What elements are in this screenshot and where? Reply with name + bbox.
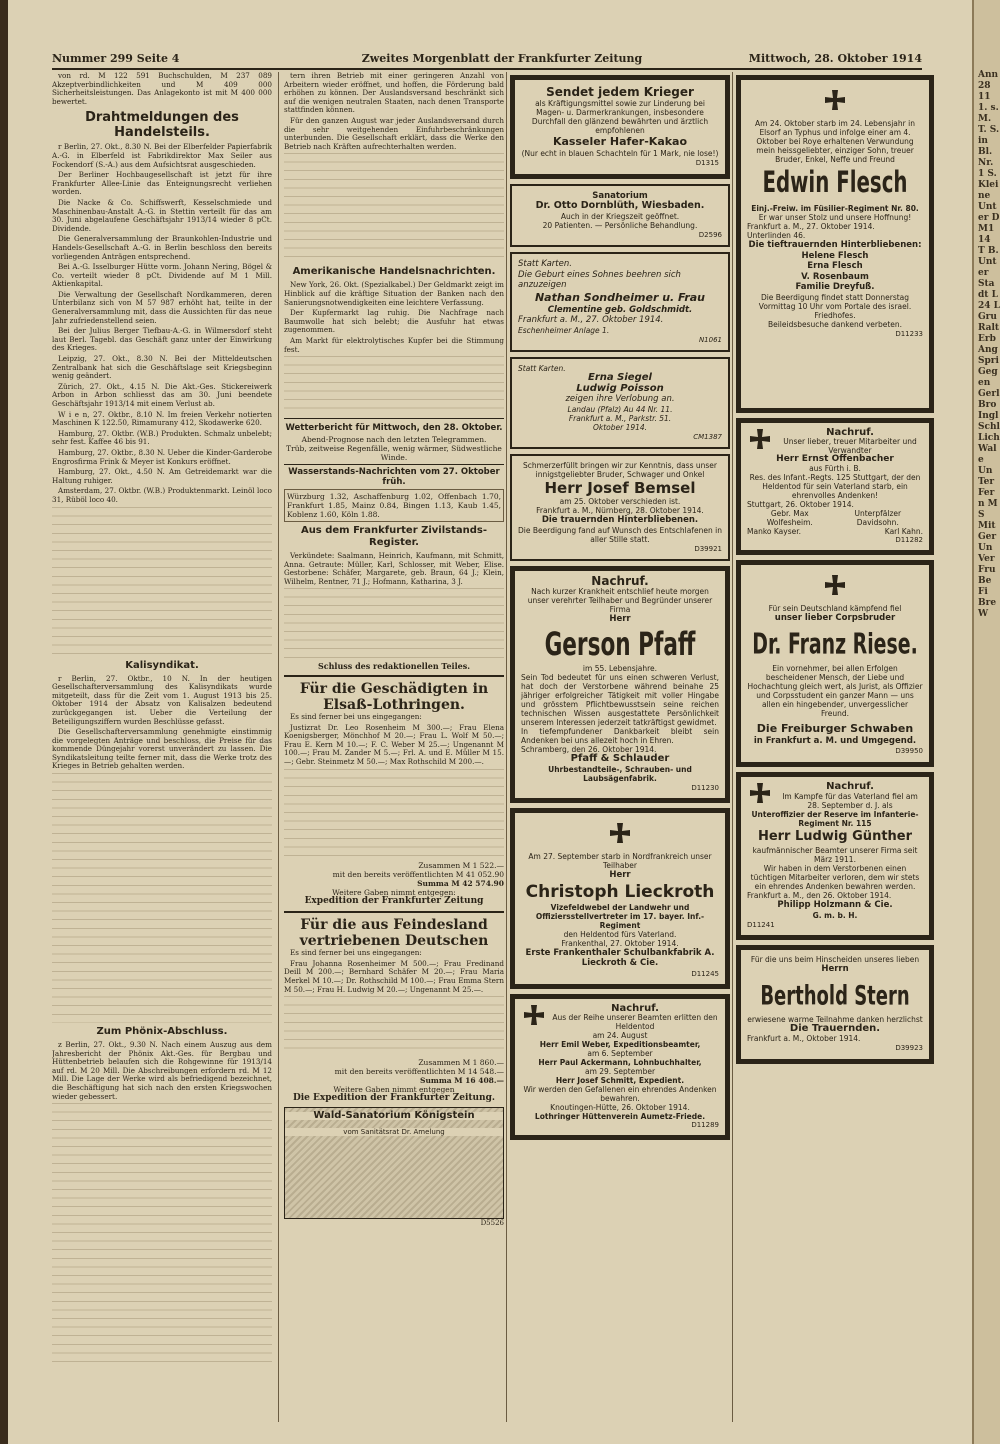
- text-filler: [52, 773, 272, 1023]
- heading-zivilstand: Aus dem Frankfurter Zivilstands-Register.: [300, 525, 488, 549]
- ad-sanatorium-dornblueth: [510, 184, 730, 248]
- ad-mourner: Helene Flesch: [801, 250, 869, 261]
- article-paragraph: Die Gesellschafterversammlung genehmigte einstimmig die vorgelegten Anträge und beschloss, die Preise für das kommende Düngejahr vorerst unverändert zu lassen. Die Syndikatsleitung teilte ferner mit, dass die Werke trotz des Krieges in Betrieb gehalten werden.: [52, 727, 272, 771]
- ad-firm: Philipp Holzmann & Cie.: [777, 900, 893, 910]
- ad-intro: Aus der Reihe unserer Beamten erlitten den Heldentod: [552, 1013, 718, 1031]
- masthead: Zweites Morgenblatt der Frankfurter Zeitung: [361, 52, 643, 65]
- ad-riese: [736, 560, 934, 767]
- donation-intro: Es sind ferner bei uns eingegangen:: [290, 712, 422, 722]
- donation-subtotal: Zusammen M 1 860.—: [418, 1058, 504, 1068]
- ad-code: D11282: [895, 536, 923, 544]
- ad-name: Herr Emil Weber, Expeditionsbeamter,: [539, 1040, 701, 1049]
- ad-place: Frankfurt a. M., den 26. Oktober 1914.: [747, 891, 892, 900]
- text-filler: [284, 996, 504, 1056]
- text-filler: [284, 769, 504, 859]
- ad-code: D39921: [694, 544, 722, 553]
- ad-birth-announcement: [510, 252, 730, 352]
- donation-list: Justizrat Dr. Leo Rosenheim M 300.—; Frau Elena Koenigsberger, Mönchhof M 20.—; Frau L. Wolf M 50.—; Frau E. Kern M 10.—; F. C. Weber M 25.—; Ungenannt M 100.—; Frau M. Zander M 5.—; Frl. A. und E. Müller M 15.—; Gebr. Steinmetz M 50.—; Max Rothschild M 200.—.: [284, 722, 504, 767]
- column-rule: [506, 72, 507, 1422]
- ad-addr: Eschenheimer Anlage 1.: [518, 325, 610, 335]
- ad-intro: Für sein Deutschland kämpfend fiel: [768, 604, 902, 613]
- article-paragraph: W i e n, 27. Oktbr., 8.10 N. Im freien Verkehr notierten Maschinen K 122.50, Rimamurany 412, Skodawerke 620.: [52, 409, 272, 428]
- ad-text: erwiesene warme Teilnahme danken herzlichst: [747, 1014, 923, 1024]
- ad-name: Herr Paul Ackermann, Lohnbuchhalter,: [538, 1058, 702, 1067]
- ad-line: Die Geburt eines Sohnes beehren sich: [518, 269, 681, 280]
- ad-line: zeigen ihre Verlobung an.: [565, 394, 675, 404]
- article-paragraph: Zürich, 27. Okt., 4.15 N. Die Akt.-Ges. Stickereiwerk Arbon in Arbon schliesst das am 30. Juni beendete Geschäftsjahr 1913/14 mit einem Verlust ab.: [52, 381, 272, 408]
- article-paragraph: Für den ganzen August war jeder Auslandsversand durch die sehr weitgehenden Einfuhrbeschränkungen unterbunden. Die Gesellschaft erklärt, dass die Werke den Betrieb nach Kräften aufrechterhalten werden.: [284, 115, 504, 151]
- article-paragraph: Der Berliner Hochbaugesellschaft ist jetzt für ihre Frankfurter Allee-Linie das Enteignungsrecht verliehen worden.: [52, 170, 272, 197]
- ad-place: Frankenthal, 27. Oktober 1914.: [561, 938, 679, 948]
- article-paragraph: tern ihren Betrieb mit einer geringeren Anzahl von Arbeitern wieder eröffnet, und hoffen, die Förderung bald erhöhen zu können. Der Auslandsversand beschränkt sich auf die wenigen neutralen Staaten, nach denen Transporte stattfinden können.: [284, 72, 504, 115]
- issue-date: Mittwoch, 28. Oktober 1914: [748, 52, 922, 65]
- ad-code: D11241: [747, 920, 775, 929]
- donation-previous: mit den bereits veröffentlichten M 41 052.90: [332, 869, 504, 879]
- article-paragraph: r Berlin, 27. Okt., 8.30 N. Bei der Elberfelder Papierfabrik A.-G. in Elberfeld ist Fabrikdirektor Max Seiler aus Fockendorf (S.-A.) aus dem Aufsichtsrat ausgeschieden.: [52, 142, 272, 169]
- text-filler: [284, 356, 504, 416]
- article-paragraph: Hamburg, 27. Oktbr. (W.B.) Produkten. Schmalz unbelebt; sehr fest. Kaffee 46 bis 91.: [52, 428, 272, 447]
- column-1: [52, 72, 272, 1422]
- ad-intro: Schmerzerfüllt bringen wir zur Kenntnis, dass unser innigstgeliebter Bruder, Schwager und Onkel: [523, 461, 717, 479]
- ad-code: D39923: [895, 1044, 923, 1052]
- ad-code: D1315: [695, 159, 719, 167]
- ad-huettenverein: [510, 994, 730, 1140]
- heading-phoenix: Zum Phönix-Abschluss.: [96, 1026, 228, 1038]
- heading-wetter: Wetterbericht für Mittwoch, den 28. Oktober.: [285, 423, 503, 434]
- ad-sub: unser lieber Corpsbruder: [774, 613, 896, 623]
- ad-product: Kasseler Hafer-Kakao: [552, 135, 688, 148]
- ad-mourner: Familie Dreyfuß.: [795, 282, 875, 292]
- ad-name: Edwin Flesch: [762, 166, 908, 201]
- ad-mourners-head: Die tieftrauernden Hinterbliebenen:: [748, 240, 922, 250]
- article-paragraph: Die Generalversammlung der Braunkohlen-Industrie und Handels-Gesellschaft A.-G. in Berlin beschloss den bereits vorliegenden Anträgen entsprechend.: [52, 234, 272, 261]
- ad-text: Sein Tod bedeutet für uns einen schweren Verlust, hat doch der Verstorbene während beinahe 25 jähriger erfolgreicher Tätigkeit mit voller Hingabe und grösstem Pflichtbewusstsein seine reichen technischen Wissen ausgestattete Persönlichkeit unserem Interessen jederzeit tatkräftigst gewidmet.: [521, 673, 719, 727]
- ad-lieckroth: [510, 808, 730, 989]
- ad-date: am 6. September: [587, 1049, 653, 1058]
- ad-name: Erna Siegel: [588, 372, 652, 383]
- ad-honorific: Herr: [609, 613, 631, 624]
- ad-place: Schramberg, den 26. Oktober 1914.: [521, 745, 657, 754]
- ad-rank: Vizefeldwebel der Landwehr und Offiziersstellvertreter im 17. bayer. Inf.-Regiment: [535, 902, 705, 930]
- article-paragraph: r Berlin, 27. Oktbr., 10 N. In der heutigen Gesellschafterversammlung des Kalisyndikats wurde mitgeteilt, dass für die Zeit vom 1. August 1913 bis 25. Oktober 1914 der Absatz von Kalisalzen bedeutend zurückgegangen ist. Ueber die Verteilung der Beteiligungsziffern wurden Beschlüsse gefasst.: [52, 673, 272, 726]
- iron-cross-icon: [747, 782, 773, 808]
- ad-place: Stuttgart, 26. Oktober 1914.: [747, 500, 854, 509]
- ad-firms: [747, 509, 923, 527]
- ad-honorific: Herr: [544, 479, 583, 497]
- ad-intro: Unser lieber, treuer Mitarbeiter und Verwandter: [783, 437, 917, 455]
- ad-code: D2596: [698, 230, 722, 239]
- ad-group: Die Freiburger Schwaben: [756, 721, 914, 735]
- ad-date: am 24. August: [592, 1031, 648, 1040]
- weather-text: Trüb, zeitweise Regenfälle, wenig wärmer, Südwestliche Winde.: [286, 444, 502, 463]
- ad-honorific: Herr: [609, 870, 631, 880]
- ad-intro: Im Kampfe für das Vaterland fiel am 28. September d. J. als: [782, 792, 918, 810]
- article-paragraph: New York, 26. Okt. (Spezialkabel.) Der Geldmarkt zeigt im Hinblick auf die kräftige Situation der Banken nach den Sanierungsnotwendigkeiten eine leichtere Verfassung.: [284, 280, 504, 307]
- ad-name: Herr Ernst Offenbacher: [776, 454, 894, 464]
- iron-cross-icon: [607, 822, 633, 848]
- ad-firm: Gebr. Max Wolfesheim.: [766, 509, 813, 527]
- ad-mourners: Die Trauernden.: [789, 1022, 881, 1034]
- donation-expedition: Expedition der Frankfurter Zeitung: [304, 895, 484, 906]
- ad-sub: Auch in der Kriegszeit geöffnet.: [560, 211, 680, 221]
- ad-name: Dr. Franz Riese.: [752, 627, 918, 660]
- ad-bemsel: [510, 454, 730, 561]
- column-rule: [278, 72, 279, 1422]
- heading-drahtmeldungen: Drahtmeldungen des Handelsteils.: [85, 110, 239, 141]
- book-binding: [0, 0, 8, 1444]
- ad-place: Frankfurt a. M., Oktober 1914.: [747, 1034, 861, 1043]
- donation-intro: Es sind ferner bei uns eingegangen:: [290, 948, 422, 958]
- ad-head: Statt Karten.: [518, 259, 572, 269]
- ad-text: Wir haben in dem Verstorbenen einen tüchtigen Mitarbeiter verloren, dem wir stets ein ehrendes Andenken bewahren werden.: [750, 864, 920, 891]
- ad-engagement: [510, 357, 730, 449]
- ad-code: D11233: [895, 329, 923, 338]
- ad-name: Herr Ludwig Günther: [757, 829, 913, 844]
- ad-date: Oktober 1914.: [592, 422, 648, 432]
- article-paragraph: Am Markt für elektrolytisches Kupfer bei die Stimmung fest.: [284, 335, 504, 354]
- ad-firm-sub: G. m. b. H.: [812, 910, 858, 920]
- ad-code: D11230: [691, 783, 719, 792]
- heading-elsass: Für die Geschädigten in Elsaß-Lothringen.: [299, 681, 489, 714]
- next-page-edge: [972, 0, 1000, 1444]
- ad-offenbacher: [736, 418, 934, 555]
- text-filler: [52, 507, 272, 657]
- ad-name: Herr Josef Schmitt, Expedient.: [555, 1076, 685, 1085]
- ad-text: als Kräftigungsmittel sowie zur Linderung bei Magen- u. Darmerkrankungen, insbesondere Durchfall den glänzend bewährten und ärztlich empfohlenen: [531, 99, 709, 135]
- heading-amerikanische: Amerikanische Handelsnachrichten.: [292, 266, 496, 278]
- ad-firm: Karl Kahn.: [884, 527, 923, 536]
- ad-line: anzuzeigen: [518, 280, 567, 290]
- lead-text: von rd. M 122 591 Buchschulden, M 237 089 Akzeptverbindlichkeiten und M 409 000 Sicherheitsleistungen. Das Anlagekonto ist mit M 400 000 bewertet.: [52, 72, 272, 106]
- ad-firm: Erste Frankenthaler Schulbankfabrik A. Lieckroth & Cie.: [525, 947, 715, 968]
- ad-place-of: aus Fürth i. B.: [809, 464, 861, 473]
- ad-code: D39950: [895, 747, 923, 755]
- ad-place: Frankfurt a. M., Parkstr. 51.: [568, 413, 672, 423]
- weather-box: [284, 418, 504, 465]
- ad-guenther: [736, 772, 934, 941]
- wald-sanatorium-subtitle: vom Sanitätsrat Dr. Amelung: [285, 1128, 503, 1137]
- heading-feindesland: Für die aus Feindesland vertriebenen Deutschen: [284, 911, 504, 949]
- ad-date: am 29. September: [584, 1067, 656, 1076]
- ad-place: Frankfurt a. M., 27. Oktober 1914.: [747, 222, 875, 231]
- ad-title: [518, 479, 722, 497]
- ad-intro: Am 27. September starb in Nordfrankreich unser Teilhaber: [528, 852, 712, 870]
- donation-list: Frau Johanna Rosenheimer M 500.—; Frau Fredinand Deill M 200.—; Bernhard Schäfer M 20.—; Frau Maria Merkel M 10.—; Dr. Rothschild M 100.—; Frau Emma Stern M 50.—; Frau H. Ludwig M 20.—; Ungenannt M 25.—.: [284, 958, 504, 994]
- water-level-table: Würzburg 1.32, Aschaffenburg 1.02, Offenbach 1.70, Frankfurt 1.85, Mainz 0.84, Bingen 1.13, Kaub 1.45, Koblenz 1.60, Köln 1.88.: [284, 489, 504, 522]
- donation-note: Weitere Gaben nimmt entgegen: [333, 1085, 455, 1095]
- ad-text: In tiefempfundener Dankbarkeit bleibt sein Andenken bei uns allezeit hoch in Ehren.: [521, 727, 719, 745]
- ad-note: Beileidsbesuche dankend verbeten.: [767, 319, 903, 329]
- text-filler: [284, 588, 504, 658]
- ad-name: Josef Bemsel: [587, 479, 696, 497]
- ad-firm: Manko Kayser.: [747, 527, 801, 536]
- ad-mourner: V. Rosenbaum: [801, 271, 869, 282]
- ad-note: (Nur echt in blauen Schachteln für 1 Mark, nie lose!): [521, 149, 719, 158]
- ad-names: Nathan Sondheimer u. Frau: [534, 290, 706, 304]
- article-paragraph: Bei A.-G. Isselburger Hütte vorm. Johann Nering, Bögel & Co. verteilt wieder 8 pCt. Dividende auf M 1 Mill. Aktienkapital.: [52, 262, 272, 289]
- article-paragraph: Der Kupfermarkt lag ruhig. Die Nachfrage nach Baumwolle hat sich belebt; die Ausfuhr hat etwas zugenommen.: [284, 308, 504, 335]
- donation-total: Summa M 16 408.—: [420, 1076, 504, 1086]
- ad-firms: [747, 527, 923, 536]
- ad-name: Christoph Lieckroth: [525, 881, 715, 902]
- article-paragraph: Hamburg, 27. Okt., 4.50 N. Am Getreidemarkt war die Haltung ruhiger.: [52, 467, 272, 485]
- ad-rank: Unteroffizier der Reserve im Infanterie-Regiment Nr. 115: [751, 810, 919, 828]
- ad-code: N1061: [698, 335, 722, 344]
- ad-intro: Nach kurzer Krankheit entschlief heute morgen unser verehrter Teilhaber und Begründer unserer Firma: [527, 586, 713, 614]
- iron-cross-icon: [521, 1004, 547, 1030]
- ad-line: Er war unser Stolz und unsere Hoffnung!: [758, 213, 912, 222]
- article-paragraph: z Berlin, 27. Okt., 9.30 N. Nach einem Auszug aus dem Jahresbericht der Phönix Akt.-Ges. für Bergbau und Hüttenbetrieb belaufen sich die Rohgewinne für 1913/14 auf rd. M 20 Mill. Die Abschreibungen erfordern rd. M 12 Mill. Die Lage der Werke wird als befriedigend bezeichnet, die Beschäftigung hat sich nach den ersten Kriegswochen wieder gebessert.: [52, 1040, 272, 1101]
- donation-previous: mit den bereits veröffentlichten M 14 548.—: [334, 1067, 504, 1077]
- article-paragraph: Bei der Julius Berger Tiefbau-A.-G. in Wilmersdorf steht laut Berl. Tagebl. das Geschäft ganz unter der Einwirkung des Krieges.: [52, 326, 272, 353]
- weather-subtitle: Abend-Prognose nach den letzten Telegrammen.: [301, 435, 487, 445]
- article-paragraph: Amsterdam, 27. Oktbr. (W.B.) Produktenmarkt. Leinöl loco 31, Rüböl loco 40.: [52, 486, 272, 504]
- iron-cross-icon: [747, 428, 773, 454]
- wald-sanatorium-ad: [284, 1107, 504, 1219]
- ad-mourner: Erna Flesch: [807, 261, 863, 271]
- ad-firm: Unterpfälzer Davidsohn.: [854, 509, 902, 527]
- donation-total: Summa M 42 574.90: [417, 878, 504, 888]
- ad-pfaff: [510, 566, 730, 803]
- ad-head: Nachruf.: [611, 1003, 659, 1014]
- ad-head: Nachruf.: [826, 427, 874, 438]
- ad-rank: Einj.-Freiw. im Füsilier-Regiment Nr. 80.: [751, 204, 919, 213]
- donation-subtotal: Zusammen M 1 522.—: [418, 860, 504, 870]
- ad-name: Ludwig Poisson: [576, 382, 664, 394]
- ad-text: Ein vornehmer, bei allen Erfolgen bescheidener Mensch, der Liebe und Hochachtung gleich wert, als Jurist, als Offizier und Corpsstudent ein ganzer Mann — uns allen ein hingebender, unvergesslicher Freund.: [747, 663, 923, 718]
- column-2: [284, 72, 504, 1422]
- ad-age: im 55. Lebensjahre.: [582, 664, 658, 673]
- ad-text: Am 24. Oktober starb im 24. Lebensjahr in Elsorf an Typhus und infolge einer am 4. Oktober bei Roye erhaltenen Verwundung mein heissgeliebter, einziger Sohn, treuer Bruder, Enkel, Neffe und Freund: [755, 119, 915, 164]
- ad-flesch: [736, 75, 934, 413]
- ad-place: Frankfurt a. M., Nürnberg, 28. Oktober 1914.: [536, 506, 704, 515]
- ad-hafer-kakao: [510, 75, 730, 179]
- ad-death: den Heldentod fürs Vaterland.: [563, 929, 677, 939]
- civil-register-text: Verkündete: Saalmann, Heinrich, Kaufmann, mit Schmitt, Anna. Getraute: Müller, Karl, Schlosser, mit Weber, Elise. Gestorbene: Schäfer, Margarete, geb. Braun, 64 J.; Klein, Wilhelm, Rentner, 71 J.; Hofmann, Katharina, 3 J.: [284, 551, 504, 586]
- ad-stern: [736, 945, 934, 1064]
- article-paragraph: Die Verwaltung der Gesellschaft Nordkammeren, deren Unterbilanz sich von M 57 987 erhöht hat, teilte in der Generalversammlung mit, dass die Aussichten für das neue Jahr zufriedenstellend seien.: [52, 289, 272, 325]
- ad-code: CM1387: [693, 432, 722, 441]
- donation-expedition: Die Expedition der Frankfurter Zeitung.: [292, 1093, 496, 1104]
- heading-kalisyndikat: Kalisyndikat.: [125, 659, 199, 671]
- ad-name: Berthold Stern: [760, 978, 910, 1011]
- ad-code: D11289: [691, 1121, 719, 1129]
- ad-firm: Lothringer Hüttenverein Aumetz-Friede.: [534, 1112, 706, 1121]
- ad-title: Sendet jedem Krieger: [546, 85, 694, 99]
- ad-head: Nachruf.: [591, 574, 649, 588]
- ad-place: in Frankfurt a. M. und Umgegend.: [753, 735, 917, 746]
- ad-firm: Pfaff & Schlauder: [570, 753, 670, 764]
- ad-text: Res. des Infant.-Regts. 125 Stuttgart, der den Heldentod für sein Vaterland starb, ein ehrenvolles Andenken!: [749, 473, 921, 500]
- ad-text: Wir werden den Gefallenen ein ehrendes Andenken bewahren.: [523, 1085, 717, 1103]
- ad-addr: Unterlinden 46.: [747, 231, 806, 240]
- article-paragraph: Hamburg, 27. Oktbr., 8.30 N. Ueber die Kinder-Garderobe Engrosfirma Frink & Meyer ist Konkurs eröffnet.: [52, 447, 272, 466]
- newspaper-page: [8, 0, 972, 1444]
- ad-place: Frankfurt a. M., 27. Oktober 1914.: [518, 315, 664, 325]
- ad-note: Die Beerdigung findet statt Donnerstag Vormittag 10 Uhr vom Portale des israel. Friedhofes.: [758, 292, 912, 320]
- ad-head: Statt Karten.: [518, 364, 566, 373]
- editorial-end: Schluss des redaktionellen Teiles.: [284, 662, 504, 677]
- ad-note: 20 Patienten. — Persönliche Behandlung.: [542, 220, 698, 230]
- ad-mourners: Die trauernden Hinterbliebenen.: [541, 515, 699, 525]
- ad-place: Knoutingen-Hütte, 26. Oktober 1914.: [550, 1103, 690, 1112]
- page-number: Nummer 299 Seite 4: [52, 52, 180, 65]
- ad-text: kaufmännischer Beamter unserer Firma seit März 1911.: [752, 846, 918, 864]
- column-4: [736, 72, 934, 1422]
- ad-note: Die Beerdigung fand auf Wunsch des Entschlafenen in aller Stille statt.: [518, 525, 722, 544]
- page-header: [52, 50, 922, 70]
- ad-firm-sub: Uhrbestandteile-, Schrauben- und Laubsägenfabrik.: [548, 764, 692, 783]
- next-page-text: Ann 28 11 1. s. M. T. S. in Bl. Nr. 1 S. Kleine Unter D M114 T B. Unter Stadt L 24 L Gru Ralt Erb Ang Spri Gegen Gerl Bro Ingl Schl Lich Wale Un Ter Fern M S Mit Ger Un Ver Fru Be Fi Bre W: [978, 70, 1000, 619]
- heading-wasserstand: Wasserstands-Nachrichten vom 27. Oktober früh.: [288, 467, 500, 488]
- ad-name: Dr. Otto Dornblüth, Wiesbaden.: [535, 200, 705, 211]
- ad-code: D5526: [480, 1218, 504, 1227]
- ad-died: am 25. Oktober verschieden ist.: [559, 497, 681, 506]
- wald-sanatorium-title: Wald-Sanatorium Königstein: [285, 1112, 503, 1121]
- ad-intro: Für die uns beim Hinscheiden unseres lieben: [750, 955, 920, 964]
- iron-cross-icon: [822, 574, 848, 600]
- ad-code: D11245: [691, 969, 719, 978]
- ad-title: Sanatorium: [592, 190, 648, 201]
- ad-sub: Clementine geb. Goldschmidt.: [547, 304, 693, 315]
- text-filler: [284, 153, 504, 263]
- ad-head: Nachruf.: [826, 780, 874, 792]
- article-paragraph: Die Nacke & Co. Schiffswerft, Kesselschmiede und Maschinenbau-Anstalt A.-G. in Stettin verteilt für das am 30. Juni abgelaufene Geschäftsjahr 1913/14 wieder 8 pCt. Dividende.: [52, 197, 272, 233]
- column-rule: [732, 72, 733, 1422]
- donation-note: Weitere Gaben nimmt entgegen:: [332, 887, 456, 897]
- column-3: [510, 72, 730, 1422]
- ad-name: Gerson Pfaff: [544, 625, 696, 663]
- ad-place: Landau (Pfalz) Au 44 Nr. 11.: [567, 404, 673, 414]
- iron-cross-icon: [822, 89, 848, 115]
- text-filler: [52, 1103, 272, 1363]
- article-paragraph: Leipzig, 27. Okt., 8.30 N. Bei der Mitteldeutschen Zentralbank hat sich die Geschäftslage seit Kriegsbeginn wenig geändert.: [52, 354, 272, 381]
- ad-honorific: Herrn: [821, 964, 849, 974]
